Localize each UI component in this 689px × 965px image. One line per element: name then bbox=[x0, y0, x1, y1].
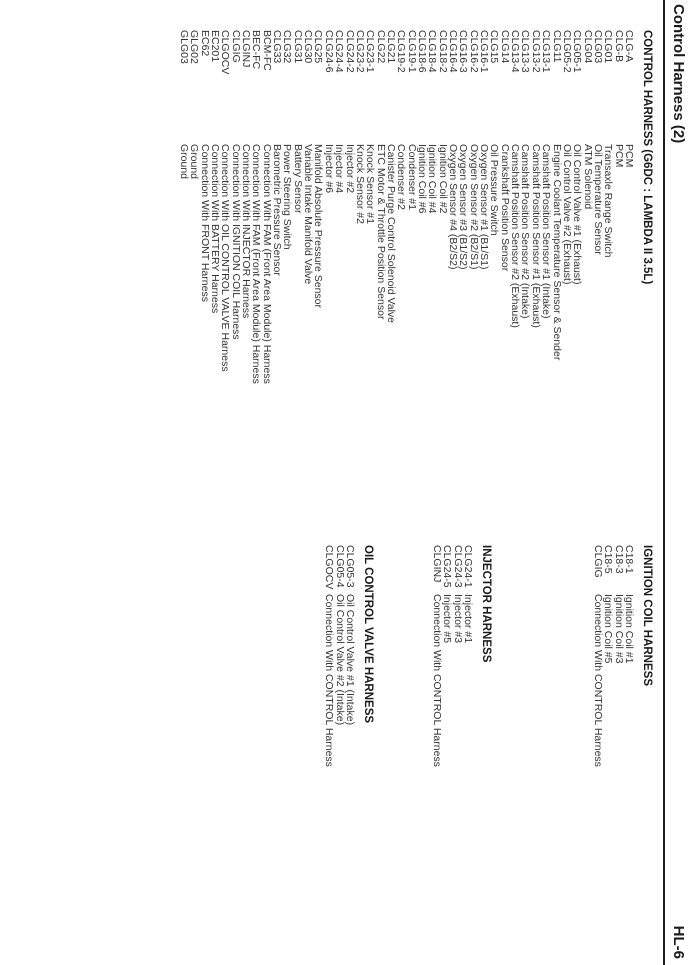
connector-code: CLG24-3 bbox=[451, 545, 464, 588]
connector-code: CLG24-1 bbox=[462, 545, 474, 588]
connector-code: CLG18-6 bbox=[416, 30, 428, 73]
connector-description: Camshaft Position Sensor #1 (Exhaust) bbox=[529, 144, 542, 328]
connector-code: CLGINJ bbox=[240, 30, 253, 68]
connector-description: Knock Sensor #2 bbox=[353, 144, 366, 224]
connector-code: EC62 bbox=[198, 30, 211, 57]
connector-code: CLG16-4 bbox=[447, 30, 460, 73]
connector-code: CLG32 bbox=[281, 30, 294, 64]
connector-code: BEC-FC bbox=[250, 30, 263, 70]
connector-code: CLGIG bbox=[229, 30, 242, 63]
connector-code: CLG13-2 bbox=[529, 30, 542, 73]
connector-code: CLG13-3 bbox=[519, 30, 532, 73]
connector-description: Ignition Coil #4 bbox=[426, 144, 439, 214]
connector-code: CLG30 bbox=[302, 30, 315, 64]
connector-description: Manifold Absolute Pressure Sensor bbox=[312, 144, 325, 309]
connector-description: Power Steering Switch bbox=[281, 144, 294, 250]
connector-code: CLG-B bbox=[612, 30, 625, 63]
connector-description: Connection With FAM (Front Area Module) Harness bbox=[260, 144, 273, 384]
connector-description: Oxygen Sensor #2 (B2/S1) bbox=[467, 144, 480, 270]
connector-description: Condenser #2 bbox=[395, 144, 408, 210]
connector-description: Camshaft Position Sensor #2 (Intake) bbox=[519, 144, 532, 319]
connector-code: CLG-A bbox=[623, 30, 635, 63]
connector-description: Oil Control Valve #2 (Exhaust) bbox=[560, 144, 573, 285]
connector-description: Connection With IGNITION COIL Harness bbox=[229, 144, 242, 340]
connector-description: Knock Sensor #1 bbox=[364, 144, 377, 224]
connector-description: Oxygen Sensor #1 (B1/S1) bbox=[478, 144, 491, 270]
connector-description: Oil Control Valve #1 (Intake) bbox=[344, 594, 356, 726]
connector-description: Connection With FAM (Front Area Module) Harness bbox=[250, 144, 263, 384]
connector-code: GLG02 bbox=[188, 30, 201, 64]
connector-code: CLG33 bbox=[271, 30, 284, 64]
connector-code: CLG23-1 bbox=[364, 30, 377, 73]
connector-description: Oil Control Valve #2 (Intake) bbox=[333, 594, 346, 726]
connector-code: BCM-FC bbox=[260, 30, 273, 71]
connector-code: CLG05-1 bbox=[571, 30, 584, 73]
connector-code: CLG13-4 bbox=[509, 30, 522, 73]
connector-code: CLGOCV bbox=[323, 545, 336, 590]
ignition-coil-harness-title: IGNITION COIL HARNESS bbox=[641, 545, 653, 686]
connector-description: Connection With CONTROL Harness bbox=[591, 594, 604, 767]
connector-description: Ignition Coil #5 bbox=[602, 594, 615, 664]
connector-code: CLGOCV bbox=[219, 30, 232, 75]
connector-code: CLG23-2 bbox=[353, 30, 366, 73]
connector-description: Oil Temperature Sensor bbox=[591, 144, 604, 255]
connector-description: Connection With CONTROL Harness bbox=[323, 594, 336, 767]
connector-code: C18-1 bbox=[623, 545, 635, 574]
connector-description: Ground bbox=[177, 144, 190, 180]
connector-code: CLG11 bbox=[550, 30, 563, 63]
connector-description: Camshaft Position Sensor #1 (Intake) bbox=[540, 144, 553, 319]
connector-code: CLG25 bbox=[312, 30, 325, 64]
connector-code: CLG05-2 bbox=[560, 30, 573, 73]
connector-description: Injector #4 bbox=[333, 144, 346, 194]
connector-code: CLGIG bbox=[591, 545, 604, 578]
connector-description: ETC Motor & Throttle Position Sensor bbox=[374, 144, 387, 320]
connector-code: CLG24-4 bbox=[333, 30, 346, 73]
control-harness-title: CONTROL HARNESS (G6DC : LAMBDA II 3.5L) bbox=[641, 30, 653, 285]
connector-description: Engine Coolant Temperature Sensor & Sender bbox=[550, 144, 563, 361]
connector-code: C18-5 bbox=[602, 545, 615, 574]
connector-description: Connection With CONTROL Harness bbox=[430, 594, 443, 767]
connector-description: Ignition Coil #2 bbox=[436, 144, 449, 214]
connector-description: Connection With FRONT Harness bbox=[198, 144, 211, 302]
connector-code: C18-3 bbox=[612, 545, 625, 574]
connector-code: CLG03 bbox=[591, 30, 604, 64]
connector-description: Connection With INJECTOR Harness bbox=[240, 144, 253, 319]
page-header bbox=[667, 0, 689, 965]
connector-code: CLG04 bbox=[581, 30, 594, 64]
connector-code: CLG18-4 bbox=[426, 30, 439, 73]
connector-code: CLG19-2 bbox=[395, 30, 408, 73]
connector-description: Ignition Coil #6 bbox=[416, 144, 428, 214]
connector-code: CLG13-1 bbox=[540, 30, 553, 73]
connector-code: CLG31 bbox=[291, 30, 304, 64]
connector-description: Connection With BATTERY Harness bbox=[209, 144, 221, 314]
oil-control-valve-harness-title: OIL CONTROL VALVE HARNESS bbox=[362, 545, 374, 724]
connector-code: CLG19-1 bbox=[405, 30, 418, 73]
connector-description: Variable Intake Manifold Valve bbox=[302, 144, 315, 285]
connector-description: ATM Solenoid bbox=[581, 144, 594, 210]
connector-description: Oil Pressure Switch bbox=[488, 144, 501, 236]
connector-code: EC201 bbox=[209, 30, 221, 63]
connector-description: PCM bbox=[623, 144, 635, 168]
connector-description: Oil Control Valve #1 (Exhaust) bbox=[571, 144, 584, 285]
connector-description: Injector #3 bbox=[451, 594, 464, 644]
connector-code: CLG24-5 bbox=[441, 545, 454, 588]
connector-code: CLGINJ bbox=[430, 545, 443, 583]
connector-description: Ground bbox=[188, 144, 201, 180]
connector-code: CLG16-3 bbox=[457, 30, 470, 73]
connector-description: Ignition Coil #1 bbox=[623, 594, 635, 664]
connector-description: Injector #2 bbox=[343, 144, 356, 194]
connector-description: Camshaft Position Sensor #2 (Exhaust) bbox=[509, 144, 522, 328]
page-title: Control Harness (2) bbox=[670, 4, 687, 144]
connector-description: Oxygen Sensor #3 (B1/S2) bbox=[457, 144, 470, 270]
connector-code: CLG15 bbox=[488, 30, 501, 64]
connector-description: Injector #1 bbox=[462, 594, 474, 644]
connector-description: PCM bbox=[612, 144, 625, 168]
connector-description: Injector #6 bbox=[322, 144, 335, 194]
connector-code: CLG01 bbox=[602, 30, 615, 64]
connector-description: Condenser #1 bbox=[405, 144, 418, 210]
connector-code: CLG05-3 bbox=[344, 545, 356, 588]
connector-code: GLG03 bbox=[177, 30, 190, 64]
connector-description: Canister Purge Control Solenoid Valve bbox=[384, 144, 397, 323]
connector-code: CLG16-2 bbox=[467, 30, 480, 73]
connector-description: Oxygen Sensor #4 (B2/S2) bbox=[447, 144, 460, 270]
connector-description: Injector #5 bbox=[441, 594, 454, 644]
injector-harness-title: INJECTOR HARNESS bbox=[480, 545, 492, 663]
connector-description: Crankshaft Position Sensor bbox=[498, 144, 511, 272]
page-code: HL-6 bbox=[670, 925, 687, 959]
connector-description: Ignition Coil #3 bbox=[612, 594, 625, 664]
connector-code: CLG24-2 bbox=[343, 30, 356, 73]
connector-description: Transaxle Range Switch bbox=[602, 144, 615, 258]
connector-description: Connection With OIL CONTROL VALVE Harness bbox=[219, 144, 232, 372]
connector-description: Battery Sensor bbox=[291, 144, 304, 214]
connector-code: CLG24-6 bbox=[322, 30, 335, 73]
connector-code: CLG16-1 bbox=[478, 30, 491, 73]
header-divider bbox=[663, 0, 665, 965]
connector-code: CLG05-4 bbox=[333, 545, 346, 588]
connector-code: CLG14 bbox=[498, 30, 511, 64]
connector-description: Barometric Pressure Sensor bbox=[271, 144, 284, 276]
connector-code: CLG22 bbox=[374, 30, 387, 64]
connector-code: CLG21 bbox=[384, 30, 397, 64]
connector-code: CLG18-2 bbox=[436, 30, 449, 73]
